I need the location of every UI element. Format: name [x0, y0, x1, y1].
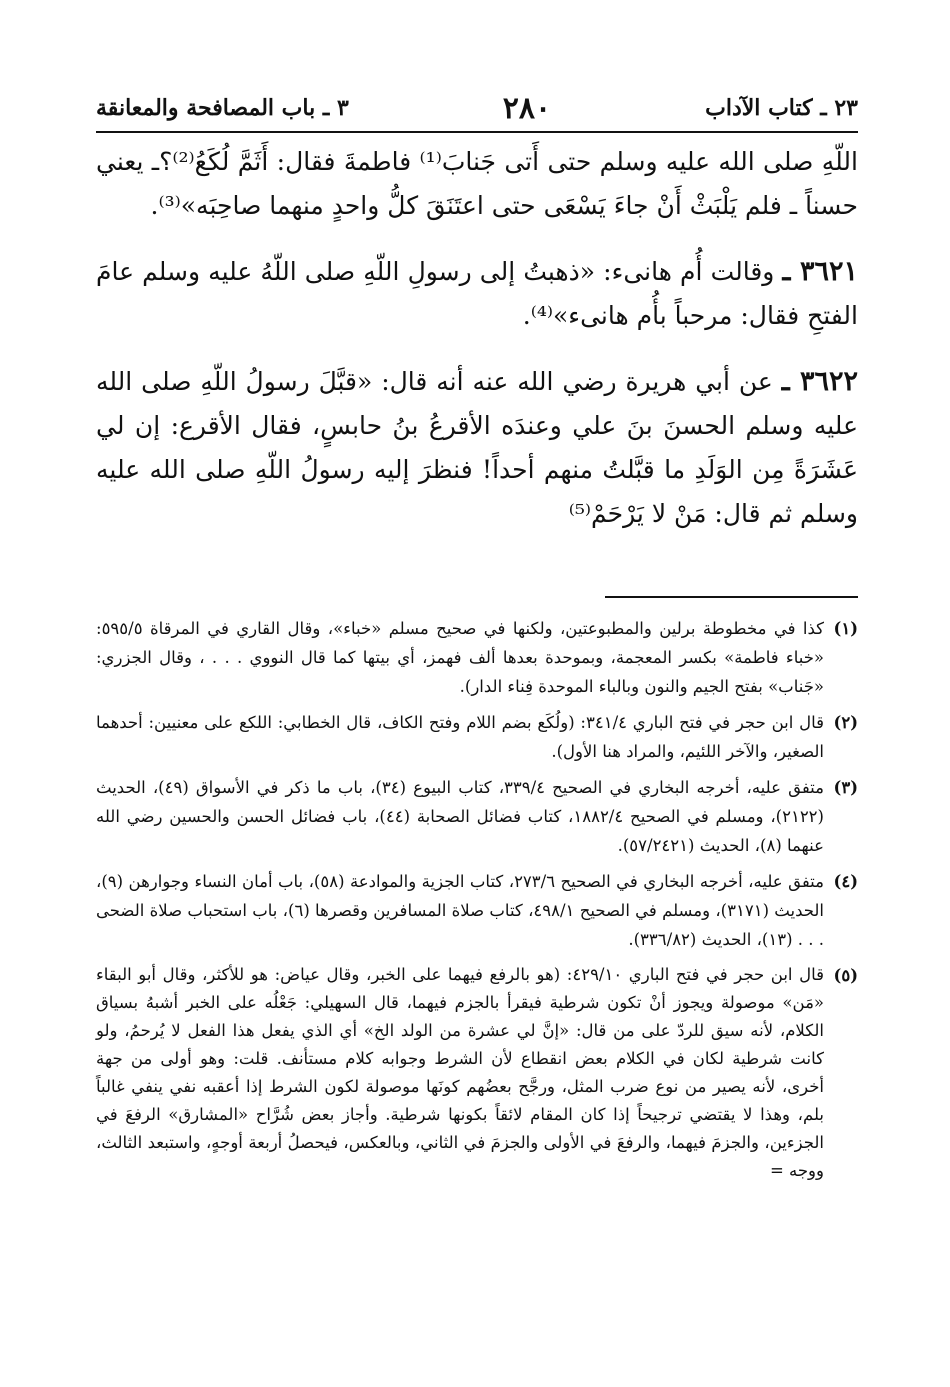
footnote-text: قال ابن حجر في فتح الباري ٤٢٩/١٠: (هو بالرفع فيهما على الخبر، وقال عياض: هو للأكثر، وقال أبو البقاء «مَن» موصولة ويجوز أنْ تكون شرطية فيقرأ بالجزم فيهما، قال السهيلي: جَعْلُه على الخبر أشبهُ بسياق الكلام، لأنه سيق للردّ على من قال: «إنَّ لي عشرة من الولد الخ» أي الذي يفعل هذا الفعل لا يُرحمُ، ولو كانت شرطية لكان في الكلام بعض انقطاع لأن الشرط وجوابه كلام مستأنف. قلت: وهو أولى من جهة أخرى، لأنه يصير من نوع ضرب المثل، ورجَّح بعضُهم كونَها موصولة لكون الشرط إذا أعقبه نفي ينفي غالباً بلم، وهذا لا يقتضي ترجيحاً إذا كان المقام لائقاً بكونها شرطية. وأجاز بعض شُرَّاح «المشارق» الرفعَ في الجزءين، والجزمَ فيهما، والرفعَ في الأولى والجزمَ في الثاني، وبالعكس، فيحصلُ أربعة أوجهٍ، واستبعد الثالث، ووجه =	[96, 965, 824, 1180]
footnote-2	[96, 708, 858, 766]
footnote-number: (٢)	[833, 713, 858, 732]
footnote-text: كذا في مخطوطة برلين والمطبوعتين، ولكنها في صحيح مسلم «خباء»، وقال القاري في المرقاة ٥٩٥/٥: «خباء فاطمة» بكسر المعجمة، وبموحدة بعدها ألف فهمز، أي بيتها كما قال النووي . . . ، وقال الجزري: «جَناب» بفتح الجيم والنون وبالباء الموحدة فِناء الدار).	[96, 619, 824, 696]
page-number: ٢٨٠	[502, 90, 552, 126]
footnote-4	[96, 867, 858, 954]
footnote-1	[96, 614, 858, 701]
footnote-text: متفق عليه، أخرجه البخاري في الصحيح ٢٧٣/٦، كتاب الجزية والموادعة (٥٨)، باب أمان النساء وجوارهن (٩)، الحديث (٣١٧١)، ومسلم في الصحيح ٤٩٨/١، كتاب صلاة المسافرين وقصرها (٦)، باب استحباب صلاة الضحى . . . (١٣)، الحديث (٣٣٦/٨٢).	[96, 872, 825, 949]
footnotes	[96, 614, 858, 1185]
footnote-5	[96, 961, 858, 1185]
footnote-separator	[605, 596, 858, 598]
running-header	[96, 88, 858, 128]
continuation-paragraph: اللّهِ صلى الله عليه وسلم حتى أَتى جَنابَ⁽¹⁾ فاطمةَ فقال: أَثَمَّ لُكَعُ⁽²⁾؟ـ يعني حسناً ـ فلم يَلْبَثْ أَنْ جاءَ يَسْعَى حتى اعتَنَقَ كلُّ واحدٍ منهما صاحِبَه»⁽³⁾.	[96, 147, 858, 220]
hadith-3621	[96, 250, 858, 338]
footnote-number: (١)	[833, 619, 858, 638]
hadith-text: وقالت أُم هانىء: «ذهبتُ إلى رسولِ اللّهِ صلى اللّهُ عليه وسلم عامَ الفتحِ فقال: مرحباً بأُم هانىء»⁽⁴⁾.	[96, 257, 858, 330]
footnote-number: (٣)	[833, 778, 858, 797]
footnote-text: متفق عليه، أخرجه البخاري في الصحيح ٣٣٩/٤، كتاب البيوع (٣٤)، باب ما ذكر في الأسواق (٤٩)، الحديث (٢١٢٢)، ومسلم في الصحيح ١٨٨٢/٤، كتاب فضائل الصحابة (٤٤)، باب فضائل الحسن والحسين رضي الله عنهما (٨)، الحديث (٥٧/٢٤٢١).	[96, 778, 824, 855]
hadith-3622	[96, 360, 858, 536]
header-divider	[96, 131, 858, 133]
hadith-text: عن أبي هريرة رضي الله عنه أنه قال: «قبَّلَ رسولُ اللّهِ صلى الله عليه وسلم الحسنَ بنَ علي وعندَه الأقرعُ بنُ حابسٍ، فقال الأقرع: إن لي عَشَرَةً مِن الوَلَدِ ما قبَّلتُ منهم أحداً! فنظرَ إليه رسولُ اللّهِ صلى الله عليه وسلم ثم قال: مَنْ لا يَرْحَمْ⁽⁵⁾	[96, 367, 858, 528]
footnote-3	[96, 773, 858, 860]
chapter-title: ٣ ـ باب المصافحة والمعانقة	[96, 95, 349, 121]
footnote-text: قال ابن حجر في فتح الباري ٣٤١/٤: (ولُكَع بضم اللام وفتح الكاف، قال الخطابي: اللكع على معنيين: أحدهما الصغير، والآخر اللئيم، والمراد هنا الأول).	[96, 713, 824, 761]
main-text	[96, 140, 858, 558]
footnote-number: (٥)	[833, 966, 858, 985]
book-title: ٢٣ ـ كتاب الآداب	[705, 95, 858, 121]
hadith-number: ٣٦٢١ ـ	[782, 256, 858, 287]
footnote-number: (٤)	[833, 872, 858, 891]
hadith-number: ٣٦٢٢ ـ	[781, 366, 858, 397]
